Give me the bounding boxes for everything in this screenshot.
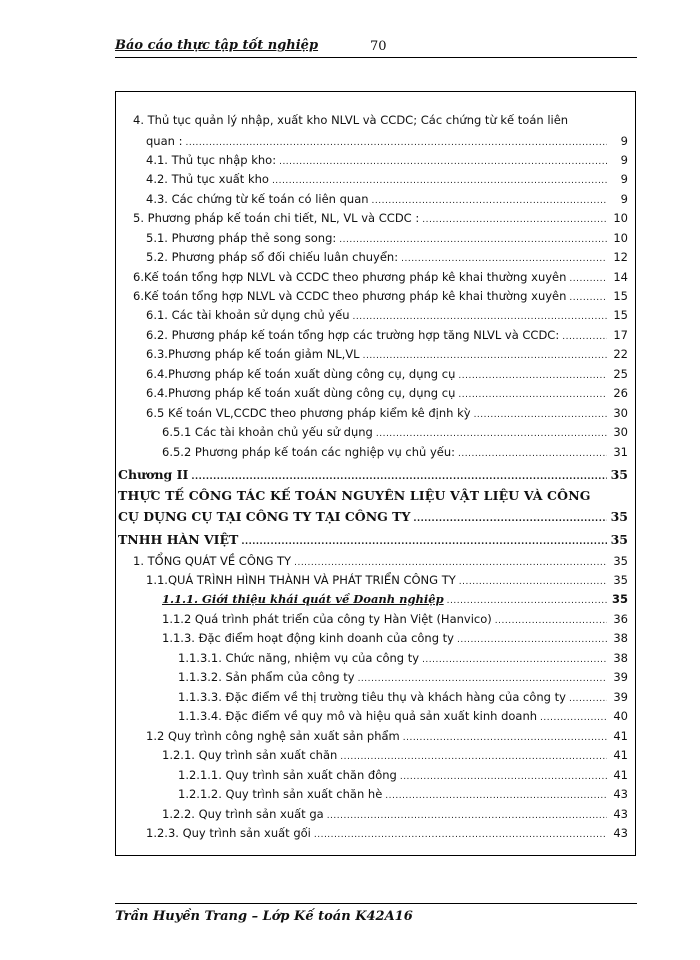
chapter-title-line-1: THỰC TẾ CÔNG TÁC KẾ TOÁN NGUYÊN LIỆU VẬT LIỆU VÀ CÔNG	[118, 488, 591, 503]
toc-leader	[272, 176, 607, 186]
toc-entry-page: 15	[613, 308, 628, 322]
toc-entry[interactable]	[178, 670, 628, 688]
toc-entry[interactable]	[146, 134, 628, 152]
toc-entry-title: 6.Kế toán tổng hợp NLVL và CCDC theo phương pháp kê khai thường xuyên	[133, 289, 567, 303]
toc-chapter-entry[interactable]	[118, 532, 628, 550]
toc-leader	[457, 635, 607, 645]
toc-entry-title: 6.Kế toán tổng hợp NLVL và CCDC theo phương pháp kê khai thường xuyên	[133, 270, 567, 284]
toc-entry-page: 39	[613, 690, 628, 704]
toc-entry-page: 40	[613, 709, 628, 723]
toc-leader	[422, 215, 607, 225]
page-footer: Trần Huyền Trang – Lớp Kế toán K42A16	[115, 909, 413, 924]
toc-entry[interactable]	[146, 192, 628, 210]
toc-entry-title: 6.5 Kế toán VL,CCDC theo phương pháp kiểm kê định kỳ	[146, 406, 471, 420]
toc-entry-title: quan :	[146, 134, 183, 148]
toc-entry[interactable]	[133, 289, 628, 307]
header-title: Báo cáo thực tập tốt nghiệp	[115, 38, 319, 53]
toc-entry-page: 35	[610, 509, 628, 524]
toc-entry[interactable]	[133, 270, 628, 288]
toc-entry[interactable]	[146, 826, 628, 844]
toc-entry-page: 30	[613, 425, 628, 439]
toc-leader	[400, 772, 607, 782]
toc-entry-page: 10	[613, 231, 628, 245]
toc-entry-page: 30	[613, 406, 628, 420]
toc-entry-page: 9	[620, 172, 628, 186]
toc-entry-title: 4.2. Thủ tục xuất kho	[146, 172, 269, 186]
toc-entry-page: 38	[613, 631, 628, 645]
toc-leader	[185, 138, 607, 148]
toc-leader	[385, 791, 607, 801]
toc-leader	[458, 371, 607, 381]
toc-entry-title: 1.1.2 Quá trình phát triển của công ty Hàn Việt (Hanvico)	[162, 612, 492, 626]
toc-entry[interactable]	[178, 709, 628, 727]
footer-rule	[115, 903, 637, 904]
toc-entry[interactable]	[146, 573, 628, 591]
toc-entry-title: Chương II	[118, 467, 189, 482]
toc-entry-page: 43	[613, 807, 628, 821]
toc-entry-page: 41	[613, 729, 628, 743]
toc-leader	[569, 274, 607, 284]
toc-entry-page: 39	[613, 670, 628, 684]
toc-entry[interactable]	[146, 729, 628, 747]
toc-leader	[327, 811, 607, 821]
toc-leader	[447, 596, 607, 606]
toc-entry-page: 43	[613, 826, 628, 840]
toc-entry-page: 31	[613, 445, 628, 459]
header-page-number: 70	[370, 39, 387, 54]
toc-entry[interactable]	[146, 386, 628, 404]
toc-leader	[376, 429, 607, 439]
toc-entry-page: 9	[620, 192, 628, 206]
toc-entry-page: 35	[610, 532, 628, 547]
toc-entry[interactable]	[146, 308, 628, 326]
toc-entry-title: 5.2. Phương pháp sổ đối chiếu luân chuyển:	[146, 250, 399, 264]
toc-entry-title: 1.1.3.2. Sản phẩm của công ty	[178, 670, 355, 684]
toc-entry-page: 9	[620, 153, 628, 167]
toc-entry-page: 15	[613, 289, 628, 303]
toc-entry[interactable]	[162, 748, 628, 766]
toc-leader	[314, 830, 607, 840]
toc-entry-title: 1.2.2. Quy trình sản xuất ga	[162, 807, 324, 821]
toc-entry-title: 6.4.Phương pháp kế toán xuất dùng công cụ, dụng cụ	[146, 367, 456, 381]
toc-entry-4-first-line: 4. Thủ tục quản lý nhập, xuất kho NLVL và CCDC; Các chứng từ kế toán liên	[133, 113, 569, 127]
toc-leader	[495, 616, 607, 626]
toc-entry[interactable]	[146, 406, 628, 424]
toc-entry[interactable]	[133, 211, 628, 229]
toc-leader	[474, 410, 607, 420]
toc-leader	[569, 694, 607, 704]
toc-entry-page: 17	[613, 328, 628, 342]
toc-entry-page: 41	[613, 768, 628, 782]
toc-entry[interactable]	[162, 592, 628, 610]
toc-entry[interactable]	[146, 153, 628, 171]
toc-leader	[353, 312, 607, 322]
toc-entry-page: 38	[613, 651, 628, 665]
toc-entry[interactable]	[146, 367, 628, 385]
toc-leader	[401, 254, 607, 264]
toc-leader	[413, 514, 607, 524]
toc-entry[interactable]	[146, 328, 628, 346]
toc-leader	[363, 351, 607, 361]
toc-leader	[422, 655, 607, 665]
toc-entry-title: 6.5.2 Phương pháp kế toán các nghiệp vụ chủ yếu:	[162, 445, 456, 459]
toc-entry-title: 6.5.1 Các tài khoản chủ yếu sử dụng	[162, 425, 373, 439]
toc-entry-title: 6.1. Các tài khoản sử dụng chủ yếu	[146, 308, 350, 322]
toc-entry[interactable]	[162, 631, 628, 649]
toc-leader	[339, 235, 607, 245]
toc-entry-title: 5.1. Phương pháp thẻ song song:	[146, 231, 337, 245]
toc-entry-title: 6.4.Phương pháp kế toán xuất dùng công cụ, dụng cụ	[146, 386, 456, 400]
toc-leader	[459, 577, 607, 587]
toc-entry[interactable]	[146, 231, 628, 249]
toc-entry-title: 1.1.QUÁ TRÌNH HÌNH THÀNH VÀ PHÁT TRIỂN CÔNG TY	[146, 573, 456, 587]
toc-entry-title: CỤ DỤNG CỤ TẠI CÔNG TY TẠI CÔNG TY	[118, 509, 411, 524]
toc-chapter-entry[interactable]	[118, 467, 628, 485]
toc-entry-title: 1.1.1. Giới thiệu khái quát về Doanh nghiệp	[162, 592, 444, 606]
toc-entry-title: 1.2 Quy trình công nghệ sản xuất sản phẩm	[146, 729, 400, 743]
toc-entry[interactable]	[146, 250, 628, 268]
toc-entry[interactable]	[146, 347, 628, 365]
toc-entry-page: 9	[620, 134, 628, 148]
toc-entry[interactable]	[162, 445, 628, 463]
toc-entry-title: 1.1.3.1. Chức năng, nhiệm vụ của công ty	[178, 651, 420, 665]
toc-leader	[458, 449, 607, 459]
toc-entry[interactable]	[162, 612, 628, 630]
toc-leader	[294, 558, 607, 568]
toc-entry-title: 1.1.3.3. Đặc điểm về thị trường tiêu thụ và khách hàng của công ty	[178, 690, 566, 704]
toc-leader	[403, 733, 607, 743]
toc-entry-title: 5. Phương pháp kế toán chi tiết, NL, VL và CCDC :	[133, 211, 420, 225]
toc-entry[interactable]	[178, 768, 628, 786]
toc-entry-title: 1.2.3. Quy trình sản xuất gối	[146, 826, 311, 840]
toc-entry[interactable]	[178, 690, 628, 708]
toc-leader	[358, 674, 607, 684]
toc-entry[interactable]	[178, 651, 628, 669]
toc-entry-page: 43	[613, 787, 628, 801]
toc-entry-page: 25	[613, 367, 628, 381]
toc-entry-title: 6.3.Phương pháp kế toán giảm NL,VL	[146, 347, 360, 361]
toc-entry-title: 1.2.1.1. Quy trình sản xuất chăn đông	[178, 768, 397, 782]
toc-leader	[241, 537, 607, 547]
toc-entry-page: 35	[611, 592, 628, 606]
toc-entry[interactable]	[178, 787, 628, 805]
toc-leader	[458, 390, 607, 400]
toc-chapter-entry[interactable]	[118, 509, 628, 527]
toc-entry-page: 35	[613, 573, 628, 587]
toc-entry-title: TNHH HÀN VIỆT	[118, 532, 239, 547]
toc-entry-page: 26	[613, 386, 628, 400]
toc-entry-title: 4.3. Các chứng từ kế toán có liên quan	[146, 192, 369, 206]
header-rule	[115, 57, 637, 58]
toc-leader	[372, 196, 607, 206]
toc-entry-title: 1.1.3. Đặc điểm hoạt động kinh doanh của công ty	[162, 631, 454, 645]
toc-entry-title: 1.2.1.2. Quy trình sản xuất chăn hè	[178, 787, 383, 801]
toc-entry-title: 4.1. Thủ tục nhập kho:	[146, 153, 277, 167]
toc-leader	[279, 157, 607, 167]
toc-entry-page: 22	[613, 347, 628, 361]
toc-entry-page: 41	[613, 748, 628, 762]
toc-entry-title: 6.2. Phương pháp kế toán tổng hợp các trường hợp tăng NLVL và CCDC:	[146, 328, 560, 342]
toc-entry-page: 12	[613, 250, 628, 264]
toc-entry[interactable]	[146, 172, 628, 190]
toc-entry-page: 14	[613, 270, 628, 284]
toc-leader	[569, 293, 607, 303]
toc-leader	[191, 472, 607, 482]
toc-entry-page: 35	[610, 467, 628, 482]
toc-entry-page: 35	[613, 554, 628, 568]
toc-entry[interactable]	[162, 425, 628, 443]
toc-leader	[540, 713, 607, 723]
toc-entry-page: 36	[613, 612, 628, 626]
toc-entry-title: 1.1.3.4. Đặc điểm về quy mô và hiệu quả sản xuất kinh doanh	[178, 709, 538, 723]
toc-leader	[340, 752, 607, 762]
toc-entry[interactable]	[162, 807, 628, 825]
toc-leader	[562, 332, 607, 342]
toc-entry-title: 1. TỔNG QUÁT VỀ CÔNG TY	[133, 554, 292, 568]
toc-entry-page: 10	[613, 211, 628, 225]
toc-entry[interactable]	[133, 554, 628, 572]
toc-entry-title: 1.2.1. Quy trình sản xuất chăn	[162, 748, 338, 762]
